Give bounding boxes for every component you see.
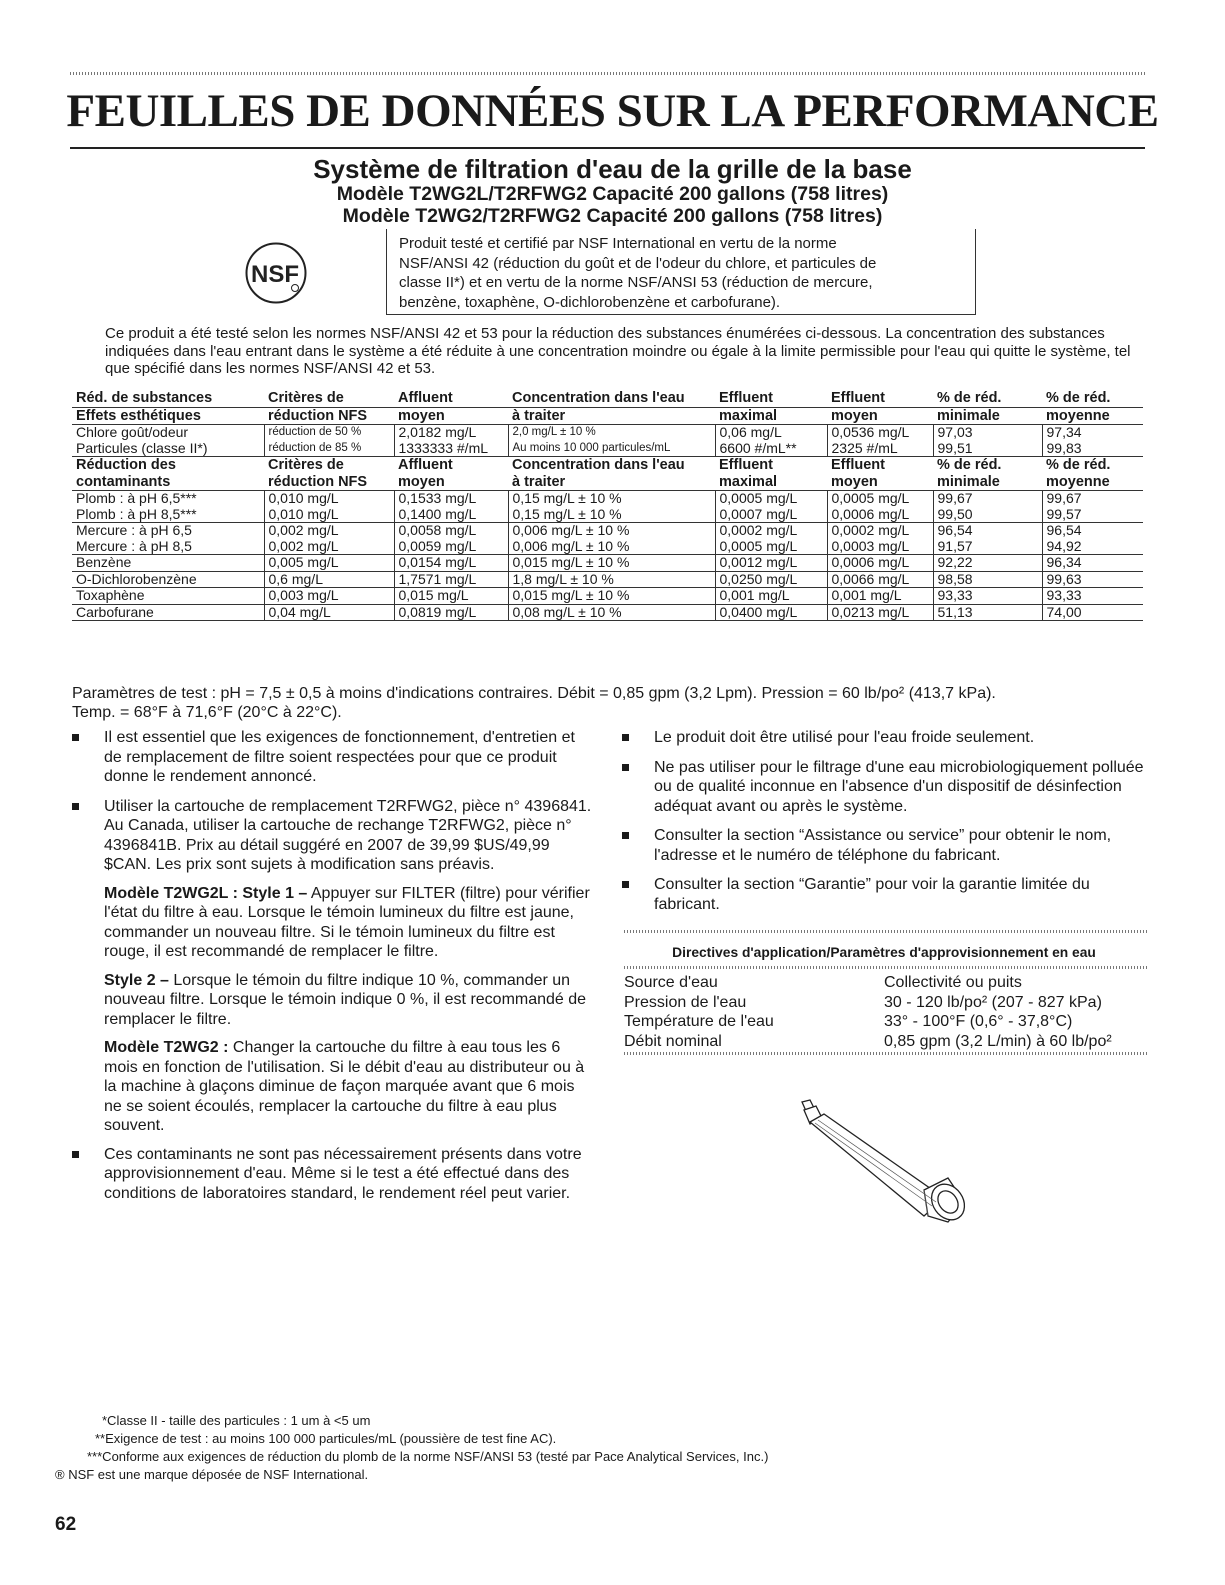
table-row bbox=[72, 571, 1143, 588]
table-cell: Chlore goût/odeur bbox=[72, 425, 264, 441]
column-header: Affluent bbox=[394, 457, 508, 474]
table-cell: Mercure : à pH 8,5 bbox=[76, 537, 192, 554]
table-cell: 96,54 bbox=[933, 523, 1042, 539]
column-header: à traiter bbox=[512, 473, 566, 490]
column-header: moyen bbox=[827, 407, 933, 425]
bullet-item bbox=[72, 1145, 592, 1204]
bullet-item bbox=[622, 728, 1147, 748]
table-cell: 0,15 mg/L ± 10 % bbox=[508, 507, 715, 523]
directives-top-divider bbox=[624, 930, 1147, 933]
water-filter-cartridge-icon bbox=[788, 1098, 968, 1230]
bullet-square-icon bbox=[72, 1151, 79, 1158]
table-header-row bbox=[72, 457, 1143, 474]
column-header: Critères de bbox=[264, 457, 394, 474]
model-instruction bbox=[72, 884, 592, 962]
title-underline bbox=[70, 147, 1145, 149]
table-header-row bbox=[72, 407, 1143, 425]
bullet-text: Ne pas utiliser pour le filtrage d'une eau microbiologiquement polluée ou de qualité inconnue en l'absence d'un dispositif de désinfection adéquat avant ou après le système. bbox=[654, 758, 1144, 815]
model-instruction bbox=[72, 971, 592, 1030]
test-parameters bbox=[72, 684, 1152, 722]
bullet-square-icon bbox=[72, 734, 79, 741]
column-header: Réduction des bbox=[72, 457, 264, 474]
table-cell: 0,0400 mg/L bbox=[715, 604, 827, 621]
column-header: moyen bbox=[394, 407, 508, 425]
instruction-label: Modèle T2WG2 : bbox=[104, 1039, 229, 1056]
table-cell: 0,010 mg/L bbox=[264, 507, 394, 523]
table-cell: 99,83 bbox=[1042, 441, 1143, 457]
bullet-item bbox=[72, 728, 592, 787]
page-title: FEUILLES DE DONNÉES SUR LA PERFORMANCE bbox=[66, 85, 1159, 137]
right-column bbox=[622, 728, 1147, 924]
column-header: Effluent bbox=[715, 390, 827, 407]
table-cell: Carbofurane bbox=[72, 604, 264, 621]
table-cell: 0,002 mg/L bbox=[264, 523, 394, 539]
column-header: minimale bbox=[937, 473, 1000, 490]
table-cell: 0,0059 mg/L bbox=[394, 539, 508, 555]
bullet-square-icon bbox=[72, 803, 79, 810]
column-header: moyen bbox=[398, 473, 445, 490]
bullet-text: Ces contaminants ne sont pas nécessairement présents dans votre approvisionnement d'eau. Même si le test a été effectué dans des conditions de laboratoires standard, le rendement réel peut varier. bbox=[104, 1145, 582, 1202]
footnote: ® NSF est une marque déposée de NSF International. bbox=[55, 1467, 369, 1482]
table-cell: 0,1533 mg/L bbox=[394, 491, 508, 507]
table-cell: 0,015 mg/L bbox=[394, 588, 508, 605]
instruction-text: Appuyer sur FILTER (filtre) pour vérifier l'état du filtre à eau. Lorsque le témoin lumineux du filtre est jaune, commander un nouveau filtre. Si le témoin lumineux du filtre est rouge, il est recommandé de remplacer le filtre. bbox=[104, 884, 590, 960]
table-cell: 0,0066 mg/L bbox=[827, 571, 933, 588]
table-row bbox=[72, 588, 1143, 605]
table-row bbox=[72, 523, 1143, 539]
table-cell: O-Dichlorobenzène bbox=[72, 571, 264, 588]
model-line-1: Modèle T2WG2L/T2RFWG2 Capacité 200 gallons (758 litres) bbox=[336, 183, 889, 205]
table-cell: réduction de 85 % bbox=[264, 441, 394, 457]
table-cell: 0,0213 mg/L bbox=[827, 604, 933, 621]
directive-label: Pression de l'eau bbox=[624, 993, 747, 1011]
table-cell: 0,1400 mg/L bbox=[394, 507, 508, 523]
table-row bbox=[72, 555, 1143, 572]
table-cell: 0,0005 mg/L bbox=[715, 491, 827, 507]
column-header: % de réd. bbox=[933, 457, 1042, 474]
table-cell: 1,8 mg/L ± 10 % bbox=[508, 571, 715, 588]
table-cell: 1,7571 mg/L bbox=[394, 571, 508, 588]
test-parameters-line: Paramètres de test : pH = 7,5 ± 0,5 à moins d'indications contraires. Débit = 0,85 gpm (3,2 Lpm). Pression = 60 lb/po² (413,7 kPa). bbox=[72, 685, 996, 702]
certification-line: NSF/ANSI 42 (réduction du goût et de l'odeur du chlore, et particules de bbox=[399, 254, 877, 272]
intro-paragraph: Ce produit a été testé selon les normes NSF/ANSI 42 et 53 pour la réduction des substances énumérées ci-dessous. La concentration des substances indiquées dans l'eau entrant dans le système a été réduite à une concentration moindre ou égale à la limite permissible pour l'eau qui quitte le système, tel que spécifié dans les normes NSF/ANSI 42 et 53. bbox=[105, 325, 1131, 377]
bullet-text: Consulter la section “Assistance ou service” pour obtenir le nom, l'adresse et le numéro de téléphone du fabricant. bbox=[654, 827, 1112, 864]
table-cell: Mercure : à pH 6,5 bbox=[72, 523, 264, 539]
table-cell: 0,005 mg/L bbox=[264, 555, 394, 572]
column-header: maximal bbox=[719, 473, 778, 490]
directive-value: Collectivité ou puits bbox=[884, 974, 1022, 991]
table-cell: 2325 #/mL bbox=[827, 441, 933, 457]
table-cell: 99,63 bbox=[1042, 571, 1143, 588]
table-cell: 0,006 mg/L ± 10 % bbox=[508, 539, 715, 555]
page-number: 62 bbox=[55, 1514, 77, 1535]
directive-value: 33° - 100°F (0,6° - 37,8°C) bbox=[884, 1013, 1073, 1030]
table-cell: 0,08 mg/L ± 10 % bbox=[508, 604, 715, 621]
column-header: moyenne bbox=[1046, 473, 1110, 490]
column-header: contaminants bbox=[76, 473, 171, 490]
directive-label: Température de l'eau bbox=[624, 1013, 774, 1030]
bullet-item bbox=[622, 758, 1147, 817]
left-column bbox=[72, 728, 592, 1213]
table-cell: 0,0058 mg/L bbox=[394, 523, 508, 539]
table-cell: 51,13 bbox=[933, 604, 1042, 621]
instruction-text: Changer la cartouche du filtre à eau tous les 6 mois en fonction de l'utilisation. Si le débit d'eau au distributeur ou à la machine à glaçons diminue de façon marquée avant que 6 mois ne se soient écoulés, remplacer la cartouche du filtre à eau plus souvent. bbox=[104, 1039, 585, 1134]
table-cell: 0,04 mg/L bbox=[264, 604, 394, 621]
directives-row bbox=[624, 993, 1149, 1013]
table-row bbox=[72, 604, 1143, 621]
footnote: ***Conforme aux exigences de réduction du plomb de la norme NSF/ANSI 53 (testé par Pace Analytical Services, Inc.) bbox=[87, 1449, 769, 1464]
table-cell: 0,006 mg/L ± 10 % bbox=[508, 523, 715, 539]
table-header-row bbox=[72, 390, 1143, 407]
table-cell: 94,92 bbox=[1042, 539, 1143, 555]
certification-line: Produit testé et certifié par NSF International en vertu de la norme bbox=[399, 235, 837, 252]
column-header: % de réd. bbox=[1042, 457, 1143, 474]
column-header: réduction NFS bbox=[264, 407, 394, 425]
column-header: Réd. de substances bbox=[72, 390, 264, 407]
certification-line: classe II*) et en vertu de la norme NSF/ANSI 53 (réduction de mercure, bbox=[399, 274, 873, 291]
column-header: Concentration dans l'eau bbox=[508, 390, 715, 407]
column-header: Critères de bbox=[264, 390, 394, 407]
system-subtitle: Système de filtration d'eau de la grille de la base bbox=[313, 154, 912, 184]
directive-value: 30 - 120 lb/po² (207 - 827 kPa) bbox=[884, 993, 1102, 1011]
table-cell: Toxaphène bbox=[72, 588, 264, 605]
table-cell: 92,22 bbox=[933, 555, 1042, 572]
table-cell: 0,0002 mg/L bbox=[715, 523, 827, 539]
column-header: % de réd. bbox=[1042, 390, 1143, 407]
table-cell: 0,0005 mg/L bbox=[827, 491, 933, 507]
directives-title: Directives d'application/Paramètres d'approvisionnement en eau bbox=[672, 945, 1096, 960]
directive-label: Débit nominal bbox=[624, 1032, 722, 1050]
table-cell: 99,50 bbox=[933, 507, 1042, 523]
table-cell: Plomb : à pH 6,5*** bbox=[72, 491, 264, 507]
bullet-square-icon bbox=[622, 881, 629, 888]
bullet-text: Il est essentiel que les exigences de fonctionnement, d'entretien et de remplacement de filtre soient respectées pour que ce produit donne le rendement annoncé. bbox=[104, 729, 575, 785]
table-row bbox=[72, 507, 1143, 523]
instruction-label: Style 2 – bbox=[104, 971, 169, 989]
column-header: maximal bbox=[715, 407, 827, 425]
directive-value: 0,85 gpm (3,2 L/min) à 60 lb/po² bbox=[884, 1032, 1112, 1050]
test-parameters-line: Temp. = 68°F à 71,6°F (20°C à 22°C). bbox=[72, 704, 342, 721]
table-cell: 2,0 mg/L ± 10 % bbox=[508, 425, 715, 441]
table-row bbox=[72, 425, 1143, 441]
table-row bbox=[72, 441, 1143, 457]
table-cell: 97,03 bbox=[933, 425, 1042, 441]
table-cell: Particules (classe II*) bbox=[76, 439, 208, 456]
column-header: Effluent bbox=[827, 457, 933, 474]
table-cell: 0,15 mg/L ± 10 % bbox=[508, 491, 715, 507]
instruction-text: Lorsque le témoin du filtre indique 10 %, commander un nouveau filtre. Lorsque le témoin indique 0 %, il est recommandé de remplacer le filtre. bbox=[104, 971, 587, 1028]
bullet-item bbox=[622, 875, 1147, 914]
bullet-square-icon bbox=[622, 764, 629, 771]
table-cell: 0,0006 mg/L bbox=[827, 507, 933, 523]
table-cell: 99,67 bbox=[1042, 491, 1143, 507]
table-cell: 96,54 bbox=[1042, 523, 1143, 539]
column-header: Effets esthétiques bbox=[72, 407, 264, 425]
table-cell: 0,06 mg/L bbox=[715, 425, 827, 441]
certification-line: benzène, toxaphène, O-dichlorobenzène et carbofurane). bbox=[399, 293, 781, 311]
table-cell: Au moins 10 000 particules/mL bbox=[508, 441, 715, 457]
table-cell: 0,6 mg/L bbox=[264, 571, 394, 588]
column-header: à traiter bbox=[508, 407, 715, 425]
table-cell: 96,34 bbox=[1042, 555, 1143, 572]
table-cell: 1333333 #/mL bbox=[394, 441, 508, 457]
table-cell: 0,0003 mg/L bbox=[827, 539, 933, 555]
table-row bbox=[72, 491, 1143, 507]
column-header: moyen bbox=[831, 473, 878, 490]
table-cell: 0,003 mg/L bbox=[264, 588, 394, 605]
table-cell: 0,0819 mg/L bbox=[394, 604, 508, 621]
table-cell: 91,57 bbox=[933, 539, 1042, 555]
table-cell: 74,00 bbox=[1042, 604, 1143, 621]
table-cell: 93,33 bbox=[1042, 588, 1143, 605]
nsf-logo-text: NSF bbox=[251, 261, 299, 288]
column-header: % de réd. bbox=[933, 390, 1042, 407]
directives-row bbox=[624, 973, 1149, 993]
directives-row bbox=[624, 1012, 1149, 1032]
table-cell: Benzène bbox=[72, 555, 264, 572]
footnotes bbox=[55, 1412, 1155, 1484]
bullet-square-icon bbox=[622, 832, 629, 839]
table-cell: 93,33 bbox=[933, 588, 1042, 605]
bullet-text: Consulter la section “Garantie” pour voir la garantie limitée du fabricant. bbox=[654, 876, 1090, 913]
bullet-text: Le produit doit être utilisé pour l'eau froide seulement. bbox=[654, 729, 1035, 746]
table-cell: 0,0154 mg/L bbox=[394, 555, 508, 572]
directive-label: Source d'eau bbox=[624, 974, 718, 991]
directives-bottom-divider bbox=[624, 1052, 1147, 1055]
directives-row bbox=[624, 1032, 1149, 1052]
performance-table bbox=[72, 390, 1143, 621]
footnote: **Exigence de test : au moins 100 000 particules/mL (poussière de test fine AC). bbox=[95, 1431, 557, 1446]
table-header-row bbox=[72, 474, 1143, 491]
table-cell: 0,0250 mg/L bbox=[715, 571, 827, 588]
table-cell: Plomb : à pH 8,5*** bbox=[76, 505, 197, 522]
table-cell: 2,0182 mg/L bbox=[394, 425, 508, 441]
column-header: Effluent bbox=[827, 390, 933, 407]
table-cell: 6600 #/mL** bbox=[715, 441, 827, 457]
table-cell: 0,0536 mg/L bbox=[827, 425, 933, 441]
top-divider bbox=[70, 72, 1145, 75]
table-cell: 0,015 mg/L ± 10 % bbox=[508, 588, 715, 605]
column-header: réduction NFS bbox=[268, 473, 368, 490]
bullet-item bbox=[72, 797, 592, 875]
table-cell: 97,34 bbox=[1042, 425, 1143, 441]
footnote: *Classe II - taille des particules : 1 um à <5 um bbox=[102, 1413, 371, 1428]
column-header: Affluent bbox=[394, 390, 508, 407]
table-cell: 0,001 mg/L bbox=[715, 588, 827, 605]
table-cell: 0,0002 mg/L bbox=[827, 523, 933, 539]
bullet-square-icon bbox=[622, 734, 629, 741]
table-cell: 98,58 bbox=[933, 571, 1042, 588]
model-line-2: Modèle T2WG2/T2RFWG2 Capacité 200 gallons (758 litres) bbox=[342, 205, 883, 227]
bullet-text: Utiliser la cartouche de remplacement T2RFWG2, pièce n° 4396841. Au Canada, utiliser la cartouche de rechange T2RFWG2, pièce n° 4396841B. Prix au détail suggéré en 2007 de 39,99 $US/49,99 $CAN. Les prix sont sujets à modification sans préavis. bbox=[104, 797, 592, 873]
instruction-label: Modèle T2WG2L : Style 1 – bbox=[104, 884, 308, 902]
table-cell: 99,67 bbox=[933, 491, 1042, 507]
table-cell: 99,57 bbox=[1042, 507, 1143, 523]
table-cell: 0,010 mg/L bbox=[264, 491, 394, 507]
table-row bbox=[72, 539, 1143, 555]
table-cell: 0,001 mg/L bbox=[827, 588, 933, 605]
column-header: minimale bbox=[933, 407, 1042, 425]
table-cell: 0,0007 mg/L bbox=[715, 507, 827, 523]
column-header: Effluent bbox=[715, 457, 827, 474]
table-cell: 0,0012 mg/L bbox=[715, 555, 827, 572]
column-header: moyenne bbox=[1042, 407, 1143, 425]
table-cell: réduction de 50 % bbox=[264, 425, 394, 441]
nsf-logo-icon bbox=[245, 242, 307, 304]
table-cell: 99,51 bbox=[933, 441, 1042, 457]
directives-table bbox=[624, 973, 1149, 1051]
column-header: Concentration dans l'eau bbox=[508, 457, 715, 474]
table-cell: 0,015 mg/L ± 10 % bbox=[508, 555, 715, 572]
table-cell: 0,002 mg/L bbox=[264, 539, 394, 555]
directives-title-divider bbox=[624, 966, 1147, 969]
bullet-item bbox=[622, 826, 1147, 865]
certification-box bbox=[386, 229, 976, 315]
table-cell: 0,0005 mg/L bbox=[715, 539, 827, 555]
table-cell: 0,0006 mg/L bbox=[827, 555, 933, 572]
model-instruction bbox=[72, 1038, 592, 1136]
